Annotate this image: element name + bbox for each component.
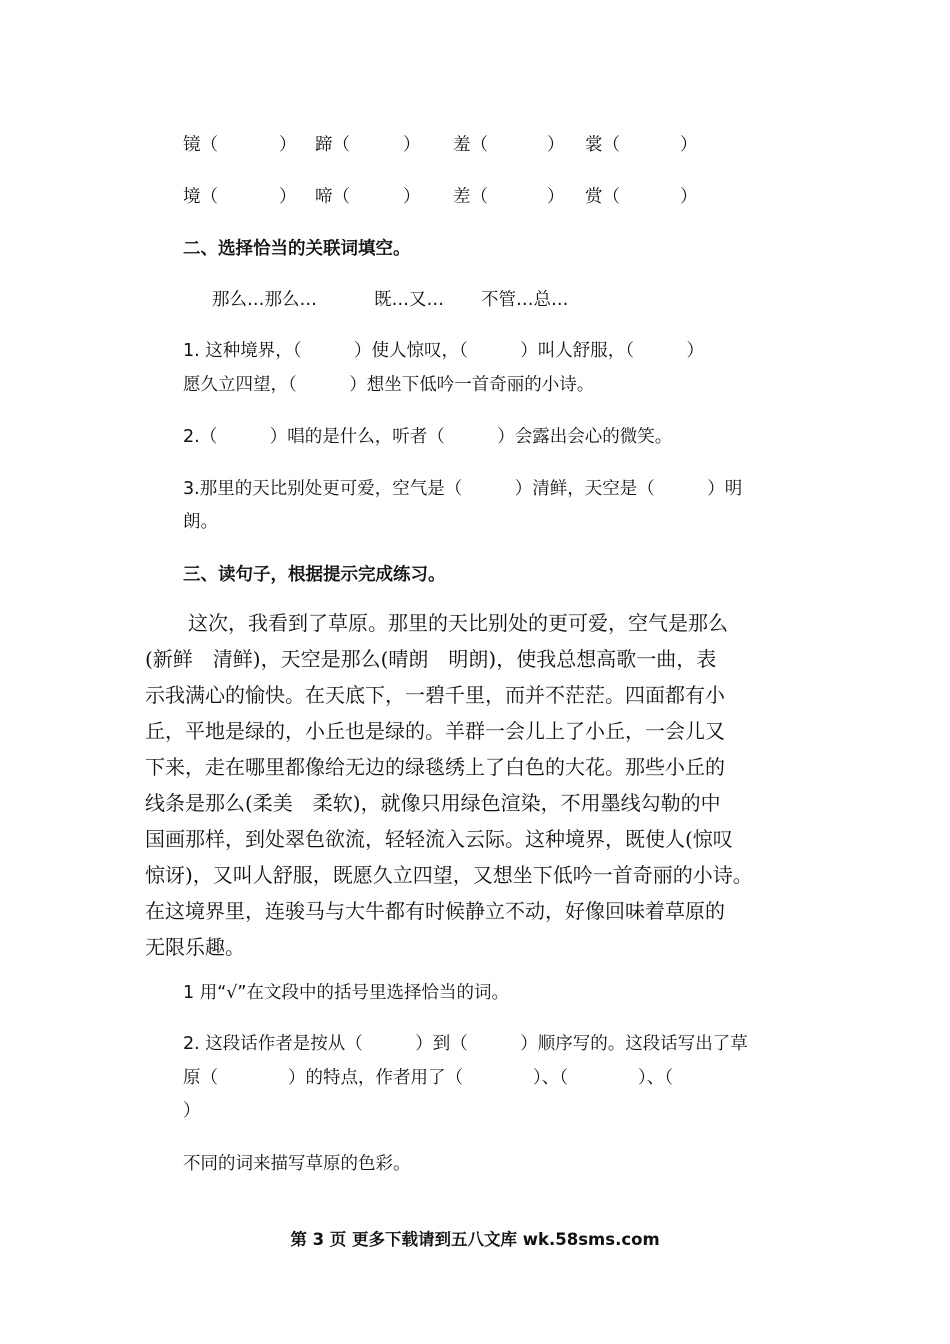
- option: 既…又…: [374, 290, 444, 310]
- char-item: 啼（: [315, 187, 350, 207]
- passage-line: (新鲜 清鲜)，天空是那么(晴朗 明朗)，使我总想高歌一曲，表: [145, 647, 717, 671]
- char-item: 差（: [453, 187, 488, 207]
- char-item: 境（: [183, 187, 218, 207]
- option: 那么…那么…: [212, 290, 317, 310]
- exercise-2-line-1: 2. 这段话作者是按从（ ）到（ ）顺序写的。这段话写出了草: [183, 1034, 748, 1054]
- char-item: 裳（: [585, 135, 620, 155]
- question-3-line-2: 朗。: [183, 512, 218, 532]
- passage-line: 这次，我看到了草原。那里的天比别处的更可爱，空气是那么: [188, 611, 728, 635]
- char-close: ）: [403, 187, 421, 207]
- exercise-2-line-2: 原（ ）的特点，作者用了（ ）、（ ）、（: [183, 1068, 673, 1088]
- char-close: ）: [680, 187, 698, 207]
- option: 不管…总…: [481, 290, 569, 310]
- char-close: ）: [279, 135, 297, 155]
- char-close: ）: [547, 135, 565, 155]
- char-close: ）: [279, 187, 297, 207]
- passage-line: 惊讶)，又叫人舒服，既愿久立四望，又想坐下低吟一首奇丽的小诗。: [145, 863, 753, 887]
- exercise-2-line-4: 不同的词来描写草原的色彩。: [183, 1154, 411, 1174]
- char-item: 蹄（: [315, 135, 350, 155]
- char-close: ）: [680, 135, 698, 155]
- passage-line: 丘，平地是绿的，小丘也是绿的。羊群一会儿上了小丘，一会儿又: [145, 719, 725, 743]
- section-2-heading: 二、选择恰当的关联词填空。: [183, 239, 411, 259]
- passage-line: 国画那样，到处翠色欲流，轻轻流入云际。这种境界，既使人(惊叹: [145, 827, 733, 851]
- passage-line: 线条是那么(柔美 柔软)，就像只用绿色渲染，不用墨线勾勒的中: [145, 791, 721, 815]
- char-item: 镜（: [183, 135, 218, 155]
- passage-line: 下来，走在哪里都像给无边的绿毯绣上了白色的大花。那些小丘的: [145, 755, 725, 779]
- char-item: 赏（: [585, 187, 620, 207]
- passage-line: 示我满心的愉快。在天底下，一碧千里，而并不茫茫。四面都有小: [145, 683, 725, 707]
- page-footer: 第 3 页 更多下载请到五八文库 wk.58sms.com: [290, 1230, 660, 1249]
- question-1-line-1: 1. 这种境界，（ ）使人惊叹，（ ）叫人舒服，（ ）: [183, 341, 705, 361]
- passage-line: 在这境界里，连骏马与大牛都有时候静立不动，好像回味着草原的: [145, 899, 725, 923]
- passage-line: 无限乐趣。: [145, 935, 245, 959]
- question-3-line-1: 3.那里的天比别处更可爱，空气是（ ）清鲜，天空是（ ）明: [183, 479, 743, 499]
- char-item: 羞（: [453, 135, 488, 155]
- question-2: 2.（ ）唱的是什么，听者（ ）会露出会心的微笑。: [183, 427, 673, 447]
- section-3-heading: 三、读句子，根据提示完成练习。: [183, 565, 446, 585]
- exercise-1: 1 用“√”在文段中的括号里选择恰当的词。: [183, 983, 509, 1003]
- exercise-2-line-3: ）: [183, 1101, 201, 1121]
- char-close: ）: [547, 187, 565, 207]
- char-close: ）: [403, 135, 421, 155]
- question-1-line-2: 愿久立四望，（ ）想坐下低吟一首奇丽的小诗。: [183, 375, 595, 395]
